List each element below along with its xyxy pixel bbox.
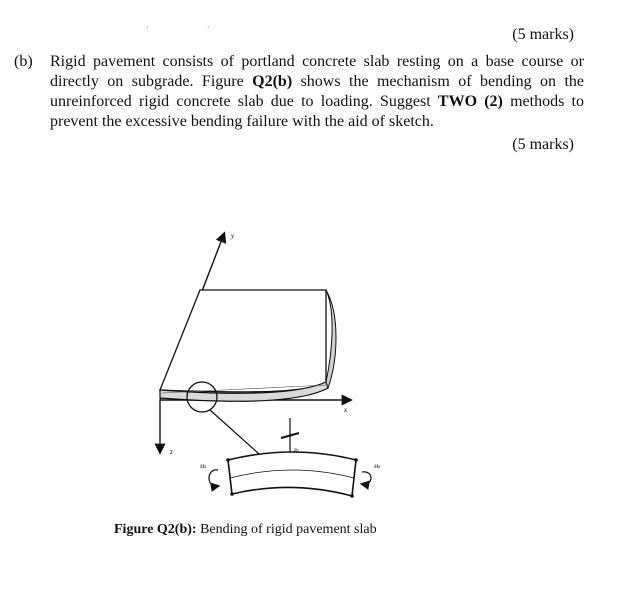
- figure-caption: [114, 522, 377, 538]
- question-label: (b): [14, 53, 33, 70]
- caption-text: Bending of rigid pavement slab: [196, 522, 377, 537]
- bending-diagram: [140, 222, 380, 512]
- question-b: [14, 52, 584, 132]
- y-axis-label: y: [231, 232, 235, 240]
- marks-question-b: (5 marks): [512, 136, 574, 153]
- caption-label: Figure Q2(b):: [114, 522, 197, 537]
- slab-side-edge: [326, 290, 336, 388]
- bending-figure: [140, 222, 380, 512]
- slab-top-surface: [160, 290, 326, 392]
- moment-left-label: Mx: [200, 465, 207, 470]
- marks-previous: (5 marks): [512, 26, 574, 43]
- z-axis-label: z: [170, 448, 173, 456]
- x-axis-label: x: [344, 406, 348, 414]
- emphasis-two: TWO (2): [437, 93, 503, 110]
- moment-right-label: Mx: [374, 465, 380, 470]
- moment-left-arrow: [209, 470, 218, 486]
- figure-reference: Q2(b): [252, 73, 293, 90]
- moment-right-arrow: [362, 472, 371, 484]
- question-text: Rigid pavement consists of portland concrete slab resting on a base course or directly on subgrade. Figure Q2(b) shows the mechanism of bending on the unreinforced rigid concrete slab due to loading. Suggest TWO (2) methods to prevent the excessive bending failure with the aid of sketch.: [50, 53, 585, 130]
- scan-artifact-dots: . .: [146, 20, 238, 31]
